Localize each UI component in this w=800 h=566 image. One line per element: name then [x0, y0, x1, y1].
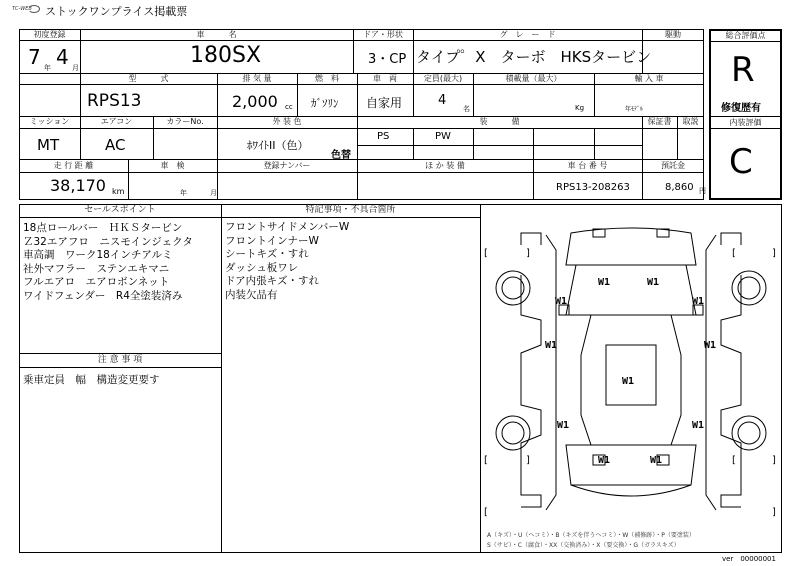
door-shape-value: 3・CP: [368, 52, 407, 67]
special-notes-list: [225, 221, 349, 302]
color-no-label: カラーNo.: [166, 117, 204, 126]
vehicle-value: 自家用: [366, 96, 403, 110]
price-value: 8,860: [665, 182, 694, 193]
exterior-value: ﾎﾜｲﾄII（色）: [247, 139, 309, 152]
list-item: フロントサイドメンバーW: [225, 221, 350, 233]
pw-value: PW: [435, 131, 451, 142]
version-label: ver 00000001: [722, 555, 776, 563]
damage-mark: W1: [555, 296, 568, 307]
inspection-year-unit: 年: [180, 189, 187, 197]
chassis-value: RPS13-208263: [556, 182, 630, 193]
interior-rating-label: 内装評価: [729, 118, 762, 127]
price-unit: 円: [699, 187, 706, 195]
list-item: 社外マフラー ステンエキマニ: [23, 262, 170, 275]
fuel-label: 燃 料: [315, 74, 339, 83]
damage-mark: W1: [692, 420, 705, 431]
door-shape-label: ドア・形状: [363, 30, 403, 39]
displacement-unit: cc: [285, 103, 293, 111]
bracket-left-top2: [: [732, 248, 736, 259]
load-unit: Kg: [575, 104, 585, 112]
sales-points-list: [23, 222, 193, 303]
car-name-value: 180SX: [190, 43, 262, 68]
plate-label: 登録ナンバー: [263, 161, 311, 170]
logo-text: TC-WEB: [12, 6, 32, 12]
model-label: 型 式: [128, 74, 169, 83]
first-reg-month-unit: 月: [72, 64, 79, 72]
damage-mark: W1: [557, 420, 570, 431]
first-reg-year-unit: 年: [44, 64, 51, 72]
damage-mark: W1: [598, 455, 611, 466]
special-notes-label: 特記事項・不具合箇所: [305, 205, 396, 215]
chassis-label: 車 台 番 号: [567, 161, 608, 170]
first-reg-label: 初度登録: [33, 30, 66, 39]
inspection-month-unit: 月: [210, 189, 217, 197]
grade-value: タイプ゜X ターボ HKSタービン: [416, 48, 652, 66]
interior-rating-value: C: [729, 142, 753, 182]
bracket-right-bottom2: ]: [772, 455, 776, 466]
damage-mark: W1: [704, 340, 717, 351]
mileage-unit: km: [112, 187, 125, 196]
aircon-label: エアコン: [100, 117, 133, 126]
bracket-left-top: [: [484, 248, 488, 259]
sales-points-label: セールスポイント: [84, 205, 156, 215]
grade-label: グ レ ー ド: [499, 30, 556, 39]
exterior-label: 外 装 色: [272, 117, 302, 126]
bracket-right-rear: ]: [772, 507, 776, 518]
mission-value: MT: [37, 136, 60, 154]
overall-rating-value: R: [731, 50, 755, 90]
legend-line-2: S（サビ）・C（腐食）・XX（交換済み）・X（要交換）・G（ガラスキズ）: [487, 542, 680, 549]
model-value: RPS13: [87, 91, 142, 111]
list-item: 18点ロールバー ＨＫＳタービン: [23, 222, 183, 234]
fuel-value: ｶﾞｿﾘﾝ: [311, 97, 339, 110]
damage-mark: W1: [692, 296, 705, 307]
list-item: フロントインナーW: [225, 234, 319, 247]
displacement-label: 排 気 量: [242, 74, 272, 83]
other-equipment-label: ほ か 装 備: [425, 161, 465, 170]
first-reg-month: 4: [56, 45, 69, 69]
bracket-left-bottom: [: [484, 455, 488, 466]
warranty-label: 保証書: [647, 117, 672, 126]
logo-swoosh-icon: [28, 5, 40, 13]
displacement-value: 2,000: [232, 92, 278, 111]
aircon-value: AC: [105, 136, 126, 154]
equipment-label: 装 備: [479, 117, 520, 126]
ps-value: PS: [377, 131, 390, 142]
price-label: 預託金: [661, 161, 685, 170]
import-label: 輸 入 車: [634, 74, 664, 83]
drive-label: 駆動: [665, 30, 681, 39]
list-item: 内装欠品有: [225, 288, 278, 301]
damage-mark: W1: [622, 376, 635, 387]
vehicle-label: 車 両: [373, 74, 397, 83]
load-label: 積載量（最大）: [505, 74, 562, 83]
mileage-value: 38,170: [50, 176, 106, 195]
notes-label: 注 意 事 項: [97, 355, 143, 365]
list-item: シートキズ・すれ: [225, 248, 309, 260]
damage-mark: W1: [545, 340, 558, 351]
mileage-label: 走 行 距 離: [53, 161, 94, 170]
mission-label: ミッション: [29, 117, 70, 126]
first-reg-year: 7: [28, 45, 41, 69]
damage-mark: W1: [598, 277, 611, 288]
manual-label: 取説: [682, 117, 699, 126]
list-item: 車高調 ワーク18インチアルミ: [23, 249, 173, 261]
bracket-right-top2: ]: [772, 248, 776, 259]
bracket-right-bottom: ]: [526, 455, 530, 466]
list-item: フルエアロ エアロボンネット: [23, 276, 170, 288]
notes-list: [23, 374, 160, 388]
bracket-right-top: ]: [526, 248, 530, 259]
bracket-left-bottom2: [: [732, 455, 736, 466]
model-year-label: 年ﾓﾃﾞﾙ: [625, 106, 644, 113]
bracket-left-rear: [: [484, 507, 488, 518]
page-title: ストックワンプライス掲載票: [45, 5, 188, 18]
damage-mark: W1: [650, 455, 663, 466]
list-item: ドア内張キズ・すれ: [225, 275, 319, 287]
list-item: 乗車定員 幅 構造変更要す: [23, 374, 160, 386]
list-item: ワイドフェンダー R4全塗装済み: [23, 289, 183, 302]
overall-rating-label: 総合評価点: [725, 31, 766, 40]
list-item: Ｚ32エアフロ ニスモインジェクタ: [23, 235, 193, 248]
damage-mark: W1: [647, 277, 660, 288]
car-name-label: 車 名: [196, 30, 237, 39]
legend-line-1: A（キズ）・U（ヘコミ）・B（キズを伴うヘコミ）・W（補修跡）・P（要塗装）: [487, 532, 695, 539]
inspection-label: 車 検: [160, 161, 185, 170]
logo: [10, 3, 40, 15]
repair-history-value: 修復歴有: [721, 103, 761, 114]
list-item: ダッシュ板ワレ: [225, 261, 299, 274]
capacity-unit: 名: [463, 105, 470, 113]
capacity-value: 4: [438, 93, 447, 108]
capacity-label: 定員(最大): [423, 74, 463, 83]
repaint-value: 色替: [331, 150, 351, 161]
